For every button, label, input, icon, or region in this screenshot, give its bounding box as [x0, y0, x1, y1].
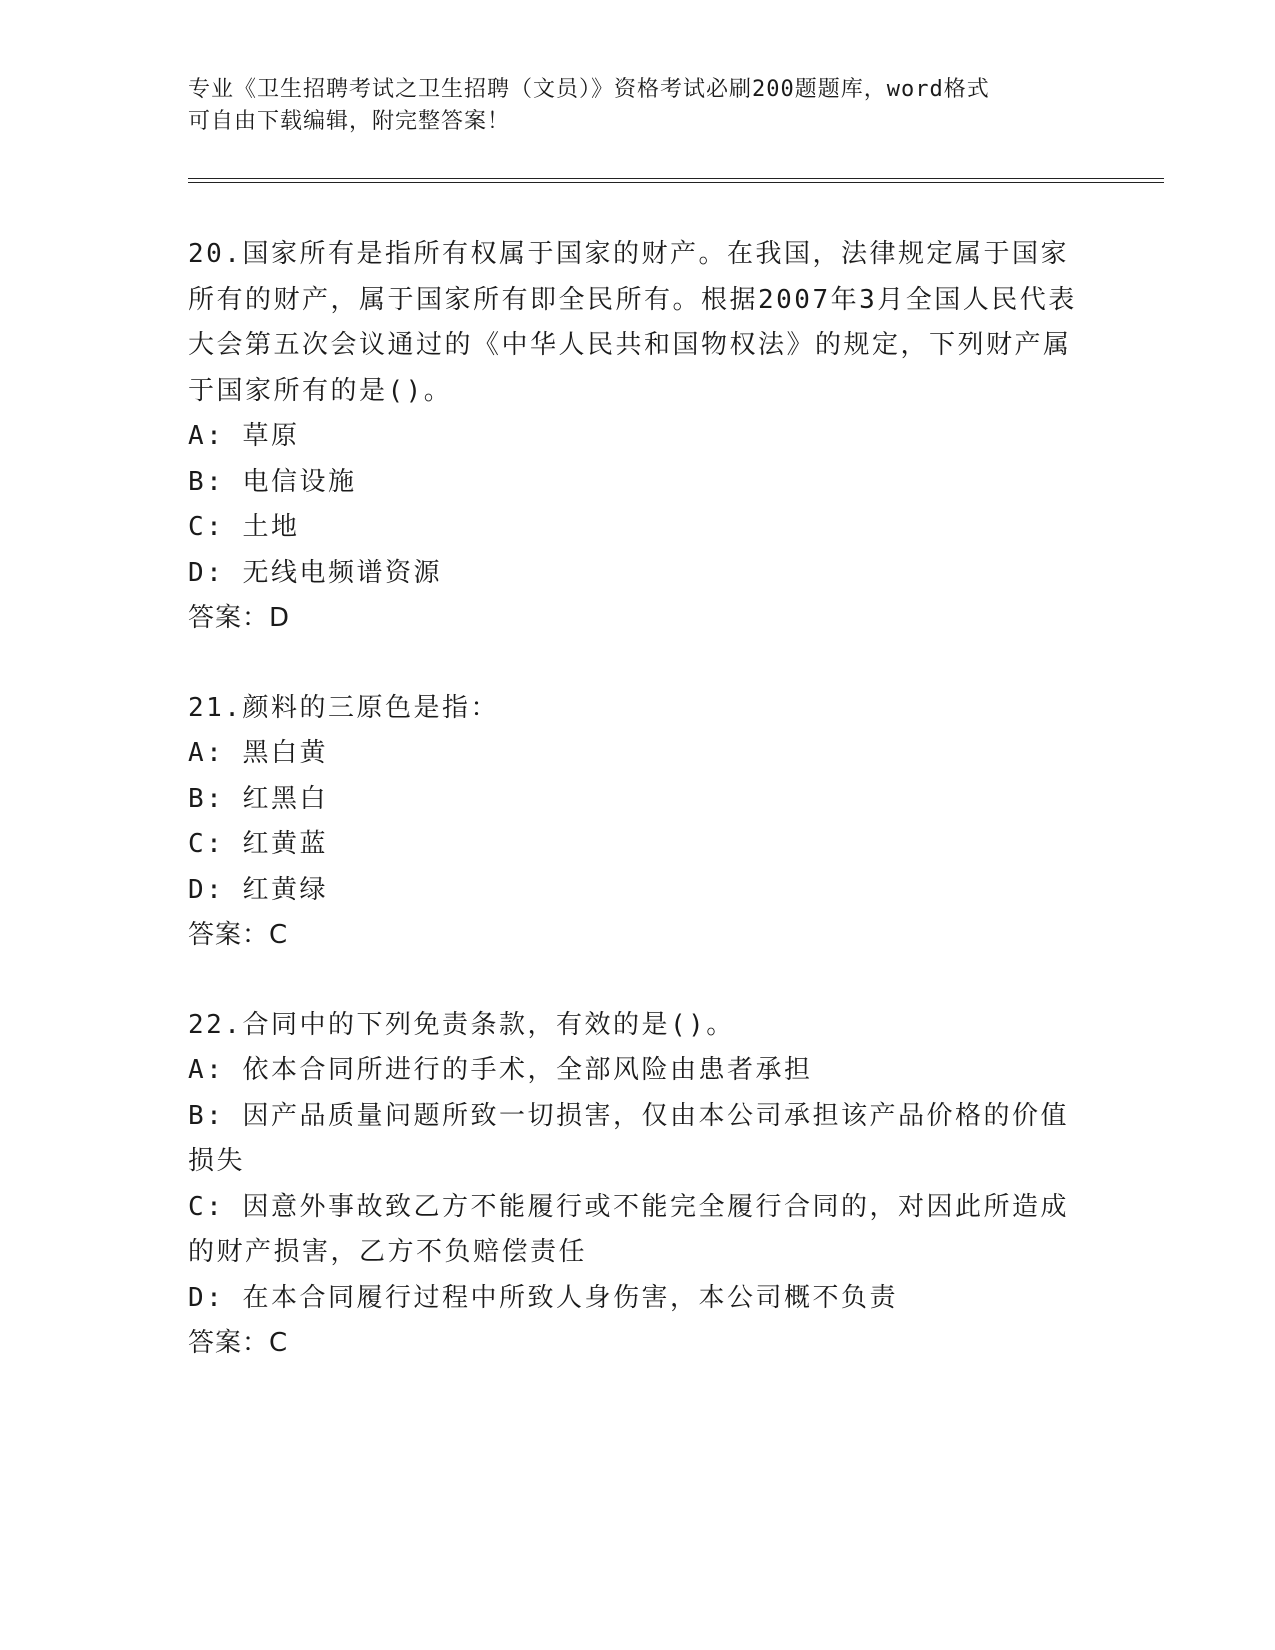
option-c: C: 土地 — [188, 512, 300, 542]
option-b: B: 电信设施 — [188, 466, 357, 497]
header-divider — [188, 178, 1164, 183]
option-c: C: 因意外事故致乙方不能履行或不能完全履行合同的，对因此所造成的财产损害，乙方不负赔偿责任 — [188, 1191, 1069, 1267]
question-stem: 21.颜料的三原色是指： — [188, 692, 499, 723]
option-a: A: 依本合同所进行的手术，全部风险由患者承担 — [188, 1055, 813, 1085]
answer: 答案：C — [188, 920, 289, 950]
question-20 — [188, 232, 1088, 642]
option-d: D: 在本合同履行过程中所致人身伤害，本公司概不负责 — [188, 1282, 898, 1313]
header-line-1: 专业《卫生招聘考试之卫生招聘（文员）》资格考试必刷200题题库，word格式 — [188, 77, 990, 102]
question-stem: 22.合同中的下列免责条款，有效的是()。 — [188, 1009, 735, 1040]
question-list — [188, 232, 1088, 1411]
question-stem: 20.国家所有是指所有权属于国家的财产。在我国，法律规定属于国家所有的财产，属于国家所有即全民所有。根据2007年3月全国人民代表大会第五次会议通过的《中华人民共和国物权法》的规定，下列财产属于国家所有的是()。 — [188, 239, 1077, 406]
option-a: A: 黑白黄 — [188, 738, 328, 768]
answer: 答案：D — [188, 603, 291, 633]
option-b: B: 因产品质量问题所致一切损害，仅由本公司承担该产品价格的价值损失 — [188, 1100, 1069, 1176]
answer: 答案：C — [188, 1328, 289, 1358]
header-line-2: 可自由下载编辑，附完整答案！ — [188, 109, 511, 134]
question-21 — [188, 686, 1088, 959]
question-22 — [188, 1003, 1088, 1367]
option-a: A: 草原 — [188, 421, 300, 451]
option-d: D: 红黄绿 — [188, 874, 328, 905]
document-header — [188, 74, 1088, 138]
option-c: C: 红黄蓝 — [188, 829, 328, 859]
option-d: D: 无线电频谱资源 — [188, 557, 442, 588]
option-b: B: 红黑白 — [188, 783, 328, 814]
